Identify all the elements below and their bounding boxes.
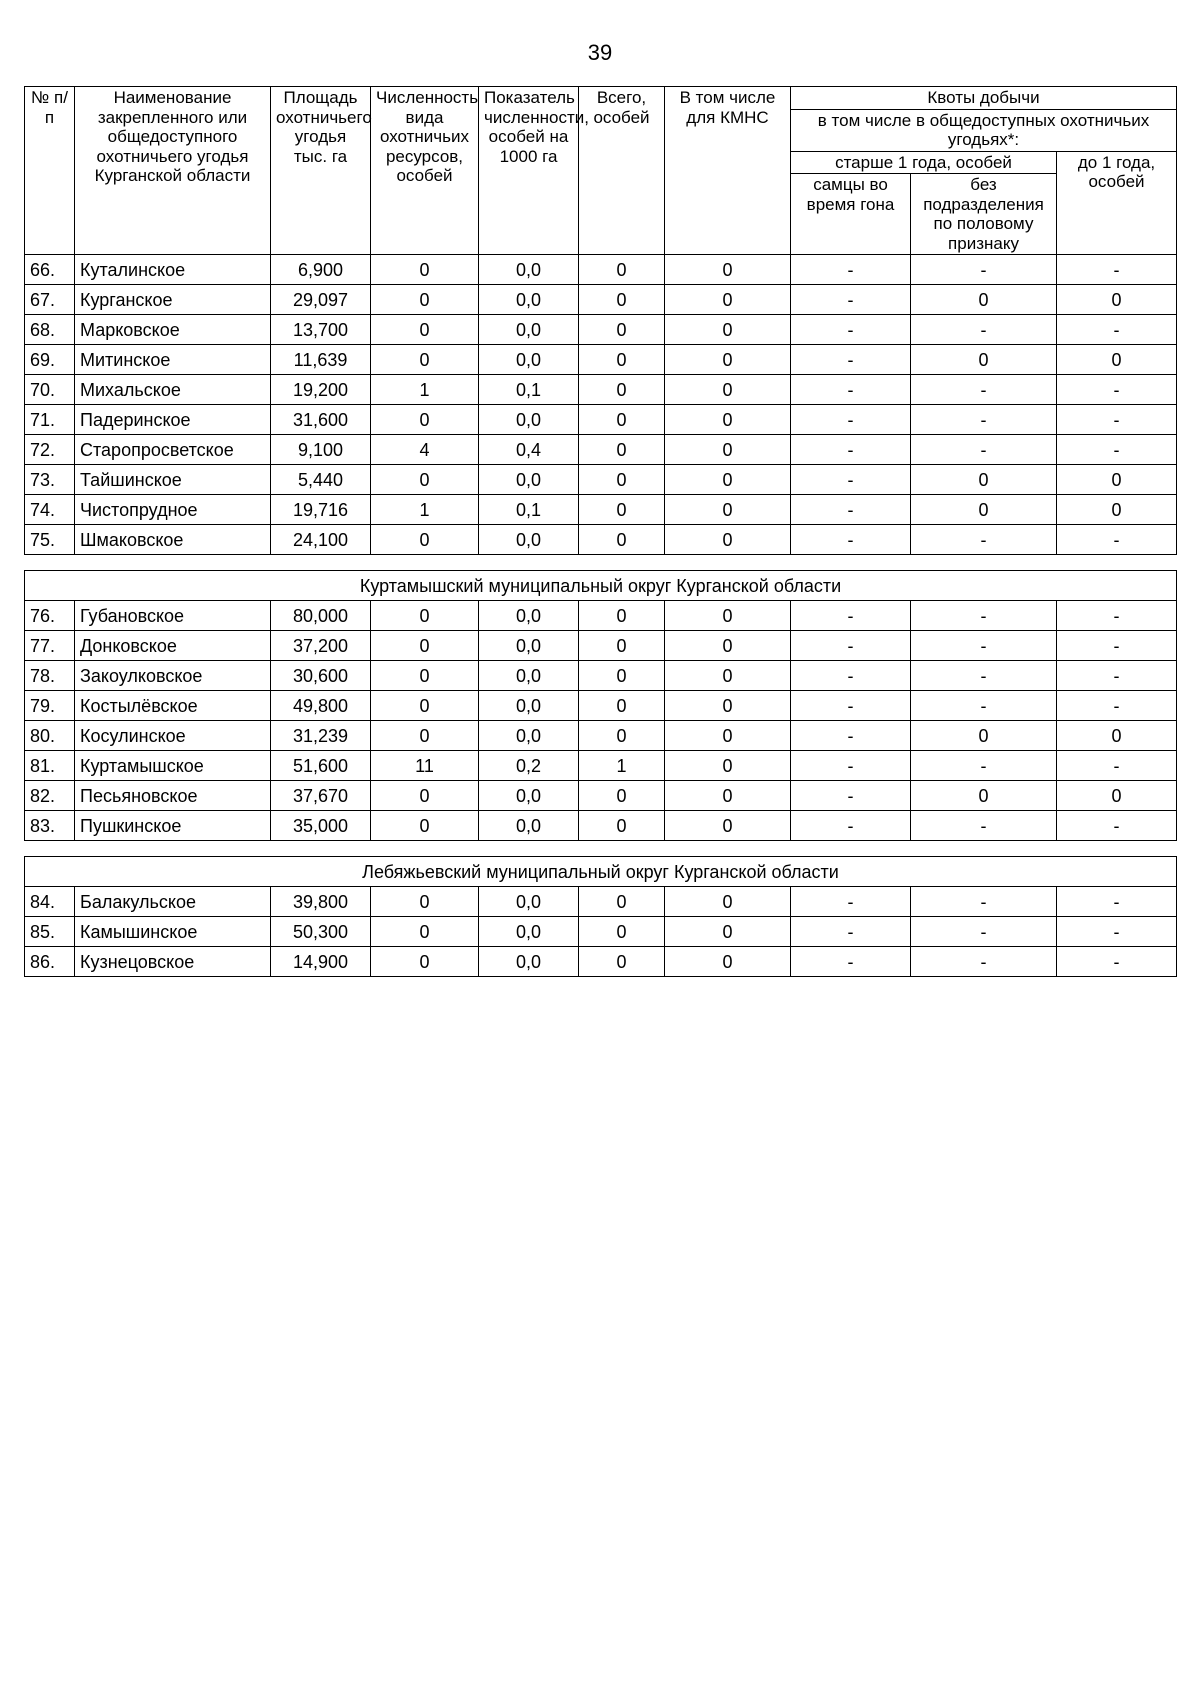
row-number: 80. <box>25 721 75 751</box>
row-name: Балакульское <box>75 887 271 917</box>
row-density: 0,0 <box>479 285 579 315</box>
row-number: 79. <box>25 691 75 721</box>
table-row <box>25 811 1177 841</box>
row-kmns: 0 <box>665 691 791 721</box>
row-name: Шмаковское <box>75 525 271 555</box>
table-row <box>25 887 1177 917</box>
header-public: в том числе в общедоступных охотничьих угодьях*: <box>791 109 1177 151</box>
row-young: - <box>1057 751 1177 781</box>
row-name: Марковское <box>75 315 271 345</box>
row-nosex: - <box>911 751 1057 781</box>
table-row <box>25 631 1177 661</box>
row-males: - <box>791 285 911 315</box>
row-name: Песьяновское <box>75 781 271 811</box>
row-total: 0 <box>579 781 665 811</box>
table-row <box>25 345 1177 375</box>
quota-table <box>24 86 1177 977</box>
row-number: 75. <box>25 525 75 555</box>
row-nosex: - <box>911 601 1057 631</box>
table-row <box>25 525 1177 555</box>
table-body <box>25 255 1177 977</box>
row-nosex: - <box>911 661 1057 691</box>
row-total: 0 <box>579 315 665 345</box>
row-name: Губановское <box>75 601 271 631</box>
table-row <box>25 661 1177 691</box>
row-kmns: 0 <box>665 947 791 977</box>
row-young: - <box>1057 631 1177 661</box>
row-number: 71. <box>25 405 75 435</box>
row-population: 0 <box>371 947 479 977</box>
row-area: 35,000 <box>271 811 371 841</box>
row-number: 84. <box>25 887 75 917</box>
row-number: 70. <box>25 375 75 405</box>
row-males: - <box>791 601 911 631</box>
row-total: 0 <box>579 887 665 917</box>
row-number: 82. <box>25 781 75 811</box>
row-area: 49,800 <box>271 691 371 721</box>
row-young: 0 <box>1057 781 1177 811</box>
row-nosex: - <box>911 405 1057 435</box>
row-nosex: 0 <box>911 495 1057 525</box>
row-kmns: 0 <box>665 405 791 435</box>
row-total: 0 <box>579 495 665 525</box>
row-number: 73. <box>25 465 75 495</box>
district-heading: Куртамышский муниципальный округ Курганской области <box>25 571 1177 601</box>
row-nosex: 0 <box>911 345 1057 375</box>
row-density: 0,1 <box>479 495 579 525</box>
row-nosex: - <box>911 811 1057 841</box>
row-kmns: 0 <box>665 375 791 405</box>
row-name: Косулинское <box>75 721 271 751</box>
header-num: № п/п <box>25 87 75 255</box>
row-area: 9,100 <box>271 435 371 465</box>
row-number: 78. <box>25 661 75 691</box>
row-area: 19,716 <box>271 495 371 525</box>
row-density: 0,1 <box>479 375 579 405</box>
row-population: 0 <box>371 631 479 661</box>
quota-table-wrapper <box>24 86 1176 977</box>
row-kmns: 0 <box>665 811 791 841</box>
row-population: 1 <box>371 375 479 405</box>
row-name: Куталинское <box>75 255 271 285</box>
table-row <box>25 435 1177 465</box>
header-area: Площадь охотничьего угодья тыс. га <box>271 87 371 255</box>
row-population: 0 <box>371 315 479 345</box>
row-nosex: - <box>911 691 1057 721</box>
row-nosex: 0 <box>911 465 1057 495</box>
row-area: 6,900 <box>271 255 371 285</box>
row-area: 24,100 <box>271 525 371 555</box>
row-young: - <box>1057 887 1177 917</box>
row-area: 50,300 <box>271 917 371 947</box>
row-area: 30,600 <box>271 661 371 691</box>
header-males: самцы во время гона <box>791 174 911 255</box>
row-name: Костылёвское <box>75 691 271 721</box>
header-population: Численность вида охотничьих ресурсов, особей <box>371 87 479 255</box>
row-young: - <box>1057 255 1177 285</box>
header-total: Всего, особей <box>579 87 665 255</box>
row-males: - <box>791 375 911 405</box>
header-older: старше 1 года, особей <box>791 151 1057 174</box>
row-number: 85. <box>25 917 75 947</box>
row-males: - <box>791 405 911 435</box>
row-males: - <box>791 887 911 917</box>
row-density: 0,0 <box>479 525 579 555</box>
row-males: - <box>791 255 911 285</box>
row-name: Чистопрудное <box>75 495 271 525</box>
table-row <box>25 375 1177 405</box>
row-males: - <box>791 721 911 751</box>
table-row <box>25 405 1177 435</box>
row-males: - <box>791 751 911 781</box>
row-males: - <box>791 661 911 691</box>
row-area: 13,700 <box>271 315 371 345</box>
row-young: - <box>1057 917 1177 947</box>
table-row <box>25 285 1177 315</box>
row-males: - <box>791 435 911 465</box>
row-name: Курганское <box>75 285 271 315</box>
row-total: 0 <box>579 811 665 841</box>
row-number: 67. <box>25 285 75 315</box>
header-nosex: без подразделения по половому признаку <box>911 174 1057 255</box>
row-area: 14,900 <box>271 947 371 977</box>
row-number: 69. <box>25 345 75 375</box>
row-population: 0 <box>371 721 479 751</box>
row-density: 0,0 <box>479 631 579 661</box>
row-population: 0 <box>371 887 479 917</box>
row-young: - <box>1057 315 1177 345</box>
header-quotas: Квоты добычи <box>791 87 1177 110</box>
row-total: 1 <box>579 751 665 781</box>
page-number: 39 <box>587 40 613 65</box>
row-area: 51,600 <box>271 751 371 781</box>
row-kmns: 0 <box>665 751 791 781</box>
table-row <box>25 255 1177 285</box>
row-population: 0 <box>371 691 479 721</box>
row-density: 0,0 <box>479 465 579 495</box>
table-row <box>25 691 1177 721</box>
row-males: - <box>791 691 911 721</box>
row-nosex: - <box>911 375 1057 405</box>
row-young: - <box>1057 601 1177 631</box>
row-area: 5,440 <box>271 465 371 495</box>
header-kmns: В том числе для КМНС <box>665 87 791 255</box>
table-row <box>25 315 1177 345</box>
row-density: 0,0 <box>479 315 579 345</box>
row-name: Донковское <box>75 631 271 661</box>
row-nosex: 0 <box>911 781 1057 811</box>
row-density: 0,4 <box>479 435 579 465</box>
row-kmns: 0 <box>665 781 791 811</box>
row-males: - <box>791 525 911 555</box>
row-young: 0 <box>1057 495 1177 525</box>
row-number: 76. <box>25 601 75 631</box>
spacer-cell <box>25 841 1177 857</box>
spacer-row <box>25 555 1177 571</box>
table-row <box>25 495 1177 525</box>
row-young: - <box>1057 811 1177 841</box>
row-density: 0,0 <box>479 781 579 811</box>
row-area: 31,600 <box>271 405 371 435</box>
row-number: 86. <box>25 947 75 977</box>
row-total: 0 <box>579 285 665 315</box>
row-name: Пушкинское <box>75 811 271 841</box>
row-population: 0 <box>371 661 479 691</box>
row-young: - <box>1057 661 1177 691</box>
row-kmns: 0 <box>665 721 791 751</box>
row-number: 77. <box>25 631 75 661</box>
row-total: 0 <box>579 405 665 435</box>
row-population: 0 <box>371 525 479 555</box>
row-density: 0,0 <box>479 721 579 751</box>
row-name: Куртамышское <box>75 751 271 781</box>
row-nosex: - <box>911 947 1057 977</box>
row-density: 0,2 <box>479 751 579 781</box>
table-header <box>25 87 1177 255</box>
row-young: 0 <box>1057 721 1177 751</box>
row-population: 0 <box>371 345 479 375</box>
table-row <box>25 465 1177 495</box>
row-name: Михальское <box>75 375 271 405</box>
row-total: 0 <box>579 255 665 285</box>
row-young: 0 <box>1057 345 1177 375</box>
row-name: Падеринское <box>75 405 271 435</box>
row-population: 0 <box>371 811 479 841</box>
row-kmns: 0 <box>665 525 791 555</box>
row-density: 0,0 <box>479 811 579 841</box>
row-young: - <box>1057 405 1177 435</box>
row-area: 31,239 <box>271 721 371 751</box>
row-density: 0,0 <box>479 691 579 721</box>
row-males: - <box>791 947 911 977</box>
row-number: 81. <box>25 751 75 781</box>
table-row <box>25 781 1177 811</box>
row-name: Митинское <box>75 345 271 375</box>
table-row <box>25 601 1177 631</box>
row-area: 37,670 <box>271 781 371 811</box>
row-population: 0 <box>371 285 479 315</box>
row-total: 0 <box>579 345 665 375</box>
row-number: 66. <box>25 255 75 285</box>
row-density: 0,0 <box>479 917 579 947</box>
row-nosex: - <box>911 315 1057 345</box>
table-row <box>25 917 1177 947</box>
row-kmns: 0 <box>665 315 791 345</box>
row-area: 29,097 <box>271 285 371 315</box>
row-total: 0 <box>579 375 665 405</box>
row-name: Закоулковское <box>75 661 271 691</box>
row-total: 0 <box>579 661 665 691</box>
row-population: 0 <box>371 255 479 285</box>
row-kmns: 0 <box>665 495 791 525</box>
row-total: 0 <box>579 947 665 977</box>
row-males: - <box>791 811 911 841</box>
row-kmns: 0 <box>665 661 791 691</box>
row-nosex: - <box>911 435 1057 465</box>
row-name: Старопросветское <box>75 435 271 465</box>
row-area: 39,800 <box>271 887 371 917</box>
row-area: 19,200 <box>271 375 371 405</box>
row-name: Тайшинское <box>75 465 271 495</box>
row-number: 72. <box>25 435 75 465</box>
table-row <box>25 721 1177 751</box>
row-area: 80,000 <box>271 601 371 631</box>
table-row <box>25 751 1177 781</box>
row-males: - <box>791 495 911 525</box>
row-name: Кузнецовское <box>75 947 271 977</box>
row-density: 0,0 <box>479 887 579 917</box>
row-nosex: 0 <box>911 721 1057 751</box>
spacer-cell <box>25 555 1177 571</box>
row-population: 0 <box>371 781 479 811</box>
row-total: 0 <box>579 917 665 947</box>
spacer-row <box>25 841 1177 857</box>
row-males: - <box>791 465 911 495</box>
row-population: 0 <box>371 405 479 435</box>
row-population: 0 <box>371 465 479 495</box>
row-area: 11,639 <box>271 345 371 375</box>
row-kmns: 0 <box>665 887 791 917</box>
row-nosex: - <box>911 917 1057 947</box>
row-density: 0,0 <box>479 345 579 375</box>
row-total: 0 <box>579 601 665 631</box>
header-density: Показатель численности, особей на 1000 га <box>479 87 579 255</box>
row-kmns: 0 <box>665 255 791 285</box>
row-number: 74. <box>25 495 75 525</box>
row-total: 0 <box>579 691 665 721</box>
row-population: 11 <box>371 751 479 781</box>
row-nosex: - <box>911 887 1057 917</box>
table-row <box>25 947 1177 977</box>
row-total: 0 <box>579 525 665 555</box>
row-males: - <box>791 315 911 345</box>
row-total: 0 <box>579 465 665 495</box>
row-males: - <box>791 781 911 811</box>
row-population: 4 <box>371 435 479 465</box>
row-kmns: 0 <box>665 465 791 495</box>
row-young: - <box>1057 947 1177 977</box>
row-young: - <box>1057 525 1177 555</box>
district-heading: Лебяжьевский муниципальный округ Курганской области <box>25 857 1177 887</box>
row-males: - <box>791 345 911 375</box>
row-kmns: 0 <box>665 601 791 631</box>
row-kmns: 0 <box>665 345 791 375</box>
row-number: 68. <box>25 315 75 345</box>
row-density: 0,0 <box>479 661 579 691</box>
row-males: - <box>791 917 911 947</box>
header-name: Наименование закрепленного или общедоступного охотничьего угодья Курганской области <box>75 87 271 255</box>
row-nosex: - <box>911 631 1057 661</box>
row-young: 0 <box>1057 285 1177 315</box>
row-kmns: 0 <box>665 917 791 947</box>
row-young: 0 <box>1057 465 1177 495</box>
row-young: - <box>1057 375 1177 405</box>
row-young: - <box>1057 435 1177 465</box>
row-kmns: 0 <box>665 285 791 315</box>
row-kmns: 0 <box>665 435 791 465</box>
row-density: 0,0 <box>479 947 579 977</box>
header-young: до 1 года, особей <box>1057 151 1177 255</box>
row-total: 0 <box>579 435 665 465</box>
row-population: 0 <box>371 917 479 947</box>
row-population: 1 <box>371 495 479 525</box>
row-number: 83. <box>25 811 75 841</box>
district-row <box>25 571 1177 601</box>
row-kmns: 0 <box>665 631 791 661</box>
row-density: 0,0 <box>479 601 579 631</box>
row-density: 0,0 <box>479 405 579 435</box>
row-area: 37,200 <box>271 631 371 661</box>
row-nosex: - <box>911 525 1057 555</box>
district-row <box>25 857 1177 887</box>
row-young: - <box>1057 691 1177 721</box>
row-population: 0 <box>371 601 479 631</box>
row-nosex: 0 <box>911 285 1057 315</box>
row-name: Камышинское <box>75 917 271 947</box>
row-nosex: - <box>911 255 1057 285</box>
row-males: - <box>791 631 911 661</box>
row-total: 0 <box>579 721 665 751</box>
row-total: 0 <box>579 631 665 661</box>
row-density: 0,0 <box>479 255 579 285</box>
